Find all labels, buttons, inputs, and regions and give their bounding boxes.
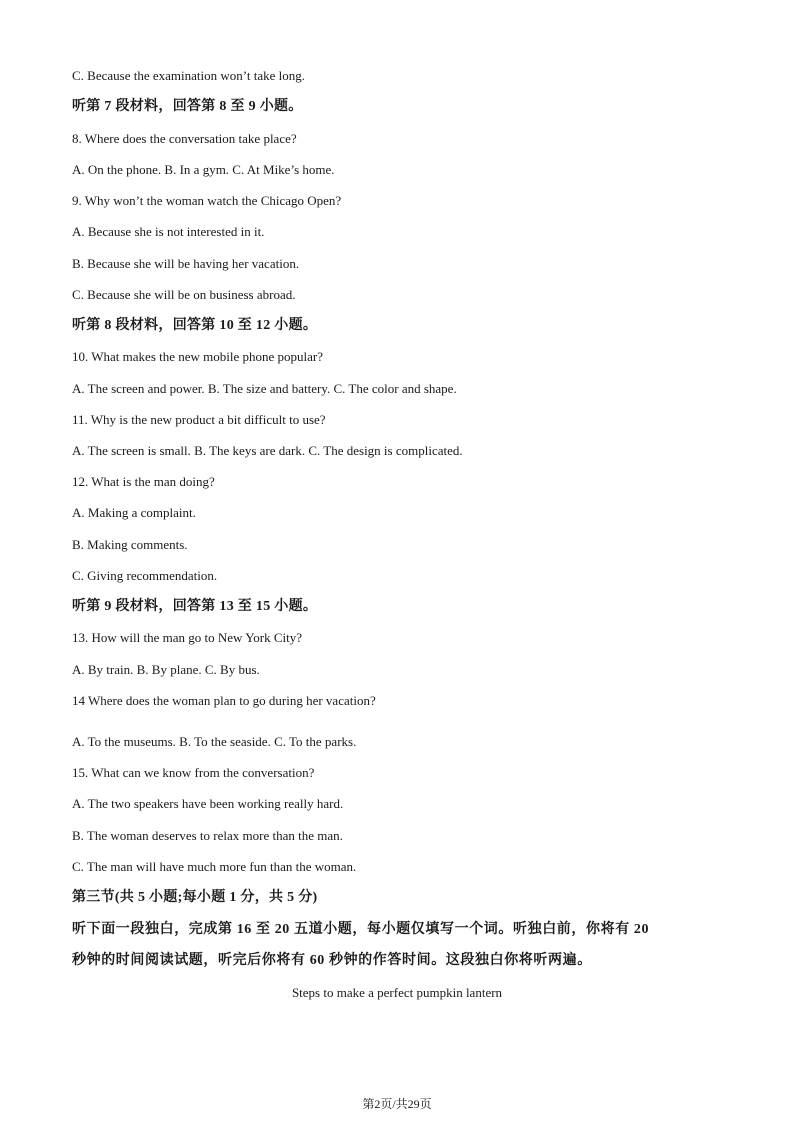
question-15: 15. What can we know from the conversation? (72, 765, 315, 780)
options-10: A. The screen and power. B. The size and battery. C. The color and shape. (72, 381, 457, 396)
options-13: A. By train. B. By plane. C. By bus. (72, 662, 260, 677)
options-8: A. On the phone. B. In a gym. C. At Mike’s home. (72, 162, 335, 177)
options-11: A. The screen is small. B. The keys are dark. C. The design is complicated. (72, 443, 463, 458)
option-15c: C. The man will have much more fun than the woman. (72, 859, 357, 874)
question-8: 8. Where does the conversation take place? (72, 131, 297, 146)
passage-title: Steps to make a perfect pumpkin lantern (291, 985, 503, 1000)
question-12: 12. What is the man doing? (72, 474, 215, 489)
question-9: 9. Why won’t the woman watch the Chicago Open? (72, 193, 342, 208)
option-15a: A. The two speakers have been working really hard. (72, 796, 344, 811)
section-three-heading: 第三节(共 5 小题;每小题 1 分，共 5 分) (72, 890, 318, 905)
section-heading-passage-9: 听第 9 段材料，回答第 13 至 15 小题。 (72, 599, 318, 614)
section-heading-passage-7: 听第 7 段材料，回答第 8 至 9 小题。 (72, 99, 303, 114)
option-12b: B. Making comments. (72, 537, 188, 552)
option-12a: A. Making a complaint. (72, 505, 196, 520)
instruction-line-2: 秒钟的时间阅读试题，听完后你将有 60 秒钟的作答时间。这段独白你将听两遍。 (72, 953, 592, 968)
question-14: 14 Where does the woman plan to go during her vacation? (72, 693, 376, 708)
page-number: 第2页/共29页 (362, 1097, 432, 1111)
option-9a: A. Because she is not interested in it. (72, 224, 265, 239)
option-15b: B. The woman deserves to relax more than the man. (72, 828, 343, 843)
instruction-line-1: 听下面一段独白，完成第 16 至 20 五道小题，每小题仅填写一个词。听独白前，你将有 20 (72, 922, 650, 937)
option-12c: C. Giving recommendation. (72, 568, 218, 583)
question-10: 10. What makes the new mobile phone popular? (72, 349, 324, 364)
option-7c: C. Because the examination won’t take long. (72, 68, 305, 83)
option-9b: B. Because she will be having her vacation. (72, 256, 300, 271)
option-9c: C. Because she will be on business abroad. (72, 287, 296, 302)
section-heading-passage-8: 听第 8 段材料，回答第 10 至 12 小题。 (72, 318, 318, 333)
options-14: A. To the museums. B. To the seaside. C. To the parks. (72, 734, 357, 749)
question-11: 11. Why is the new product a bit difficult to use? (72, 412, 326, 427)
question-13: 13. How will the man go to New York City? (72, 630, 303, 645)
